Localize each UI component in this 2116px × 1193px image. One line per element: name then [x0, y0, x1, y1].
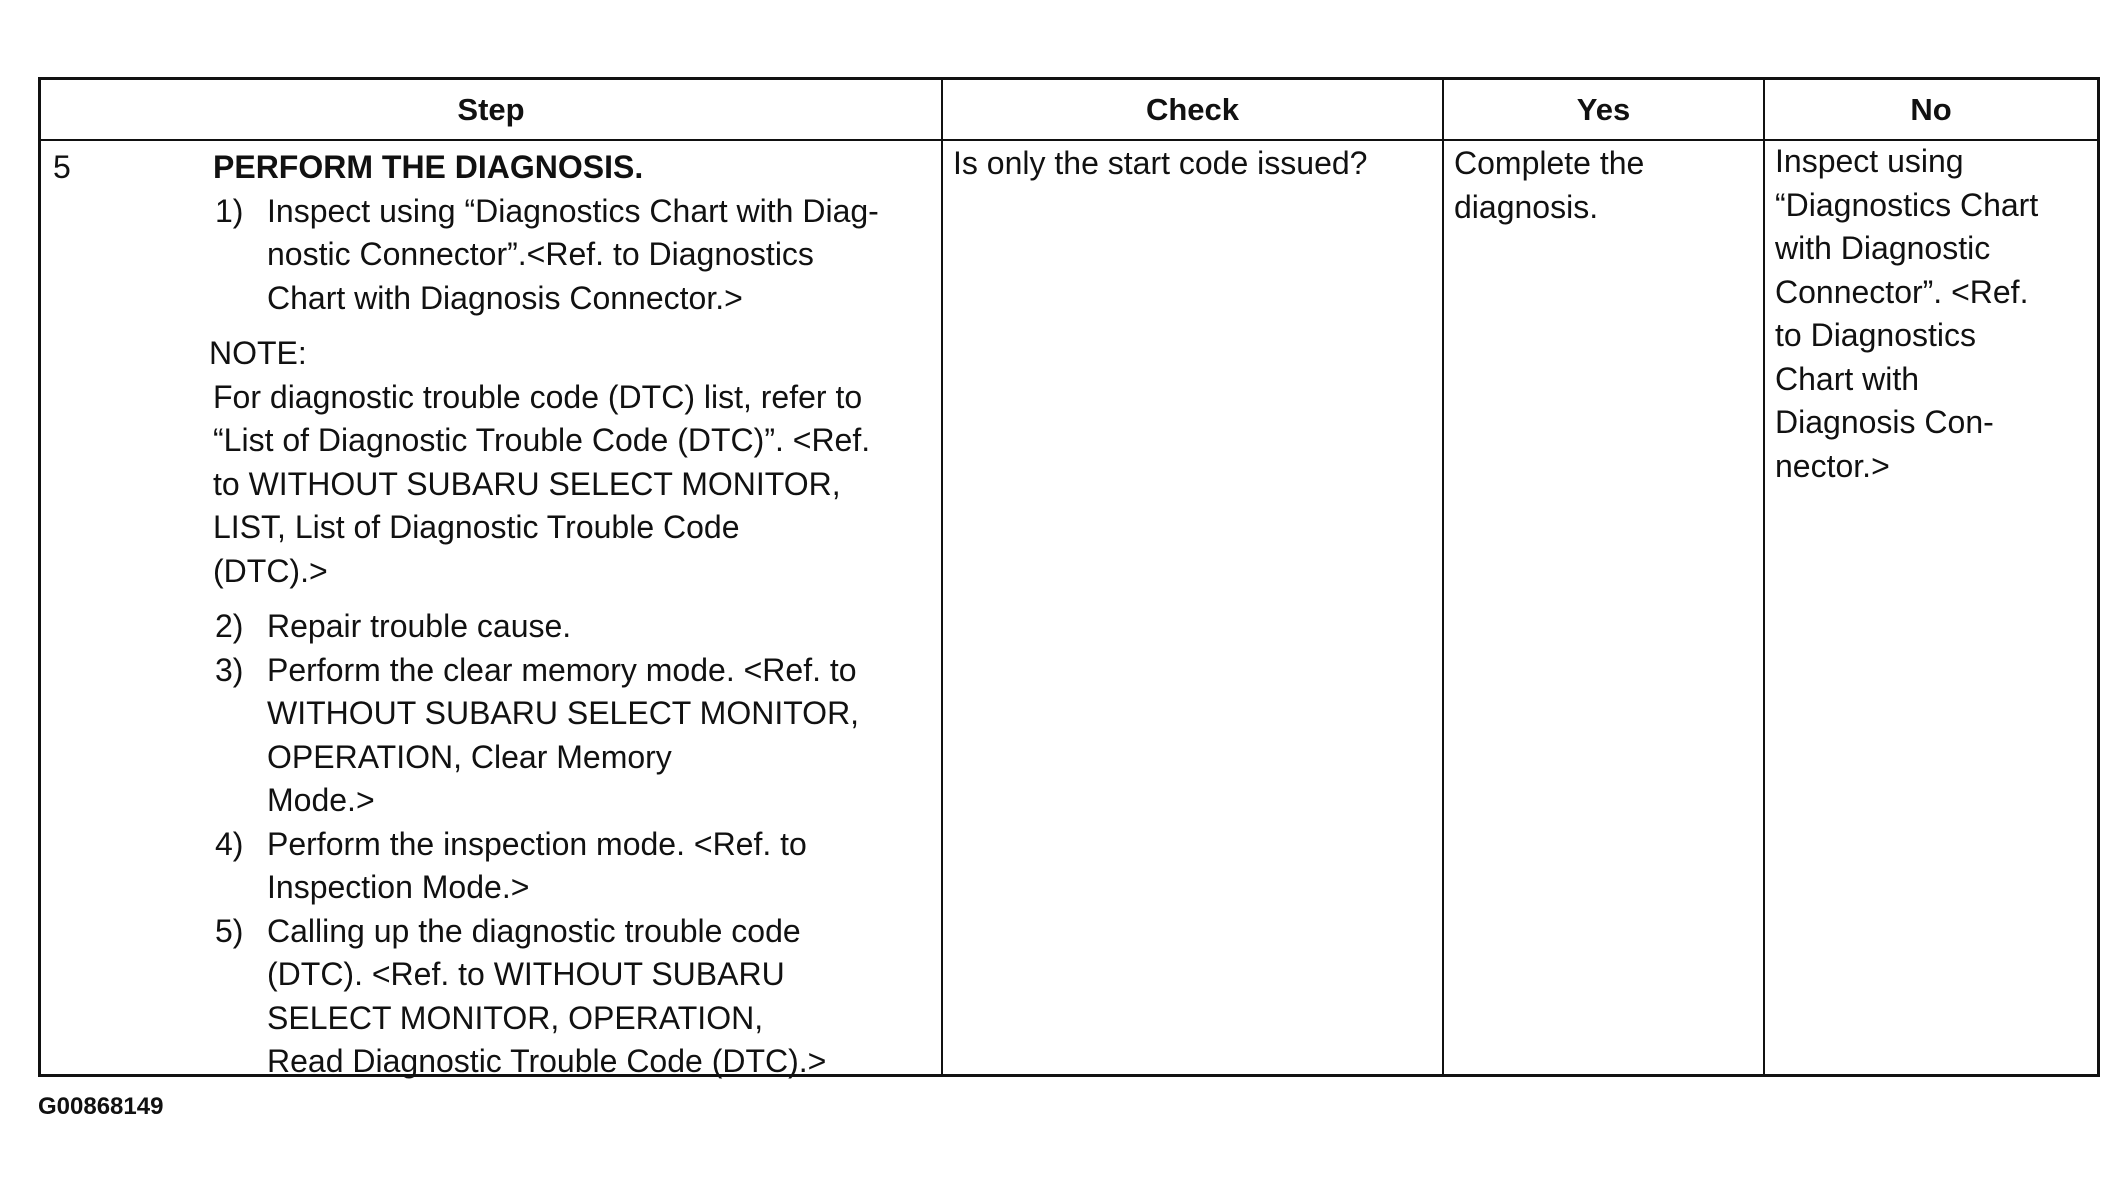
- step-list-line: Chart with Diagnosis Connector.>: [267, 279, 743, 316]
- step-list-item: [215, 649, 943, 823]
- step-list-text: [267, 823, 943, 910]
- step-list-line: Inspection Mode.>: [267, 869, 530, 905]
- step-title: PERFORM THE DIAGNOSIS.: [213, 149, 644, 185]
- note-label: NOTE:: [209, 335, 307, 371]
- yes-text: [1454, 142, 1754, 229]
- note-line: For diagnostic trouble code (DTC) list, refer to: [213, 378, 863, 415]
- step-list-number: 5): [215, 912, 244, 949]
- header-check: Check: [1145, 91, 1240, 127]
- step-list-line: Inspect using “Diagnostics Chart with Diag-: [267, 192, 879, 229]
- header-yes: Yes: [1576, 91, 1631, 127]
- diagnosis-table: [38, 77, 2100, 1077]
- step-items-before-note: [213, 190, 943, 321]
- no-line: with Diagnostic: [1775, 230, 1991, 266]
- step-list-text: [267, 605, 943, 649]
- step-list-line: Mode.>: [267, 782, 375, 818]
- step-list-line: SELECT MONITOR, OPERATION,: [267, 999, 764, 1036]
- step-list-text: [267, 649, 943, 823]
- no-text: [1775, 140, 2095, 488]
- check-line: Is only the start code issued?: [953, 145, 1368, 181]
- note-line: “List of Diagnostic Trouble Code (DTC)”. <Ref.: [213, 422, 871, 458]
- step-list-line: Perform the clear memory mode. <Ref. to: [267, 651, 857, 688]
- step-list-line: nostic Connector”.<Ref. to Diagnostics: [267, 236, 814, 272]
- step-list-line: Read Diagnostic Trouble Code (DTC).>: [267, 1043, 827, 1079]
- step-list-line: (DTC). <Ref. to WITHOUT SUBARU: [267, 956, 785, 992]
- check-text: [953, 142, 1433, 186]
- no-line: Diagnosis Con-: [1775, 404, 1994, 440]
- step-list-text: [267, 910, 943, 1084]
- header-no: No: [1910, 91, 1952, 127]
- no-line: Chart with: [1775, 360, 1920, 397]
- yes-line: diagnosis.: [1454, 188, 1599, 225]
- no-line: to Diagnostics: [1775, 317, 1976, 353]
- step-list-item: [215, 605, 943, 649]
- yes-line: Complete the: [1454, 145, 1645, 181]
- step-items-after-note: [213, 605, 943, 1084]
- no-line: Connector”. <Ref.: [1775, 273, 2029, 310]
- note-text: [213, 376, 941, 594]
- step-list-line: WITHOUT SUBARU SELECT MONITOR,: [267, 695, 860, 731]
- column-divider-yes-no: [1763, 80, 1765, 1074]
- column-divider-check-yes: [1442, 80, 1444, 1074]
- figure-code: G00868149: [38, 1093, 164, 1120]
- step-list-line: OPERATION, Clear Memory: [267, 738, 672, 775]
- note-line: LIST, List of Diagnostic Trouble Code: [213, 509, 740, 545]
- step-list-item: [215, 910, 943, 1084]
- step-list-number: 1): [215, 192, 244, 229]
- step-list-line: Repair trouble cause.: [267, 608, 572, 644]
- step-list-item: [215, 823, 943, 910]
- no-line: nector.>: [1775, 447, 1890, 484]
- header-step: Step: [457, 91, 525, 127]
- note-line: (DTC).>: [213, 552, 328, 589]
- step-list-item: [215, 190, 943, 321]
- note-line: to WITHOUT SUBARU SELECT MONITOR,: [213, 465, 841, 502]
- step-number: 5: [53, 149, 71, 185]
- step-list-line: Perform the inspection mode. <Ref. to: [267, 825, 807, 862]
- step-list-number: 4): [215, 825, 244, 862]
- no-line: Inspect using: [1775, 143, 1964, 179]
- step-list-number: 2): [215, 608, 244, 644]
- step-list-number: 3): [215, 651, 244, 688]
- step-content: [209, 146, 943, 1084]
- no-line: “Diagnostics Chart: [1775, 186, 2039, 223]
- step-list-line: Calling up the diagnostic trouble code: [267, 912, 801, 949]
- note-block: [209, 332, 943, 593]
- step-list-text: [267, 190, 943, 321]
